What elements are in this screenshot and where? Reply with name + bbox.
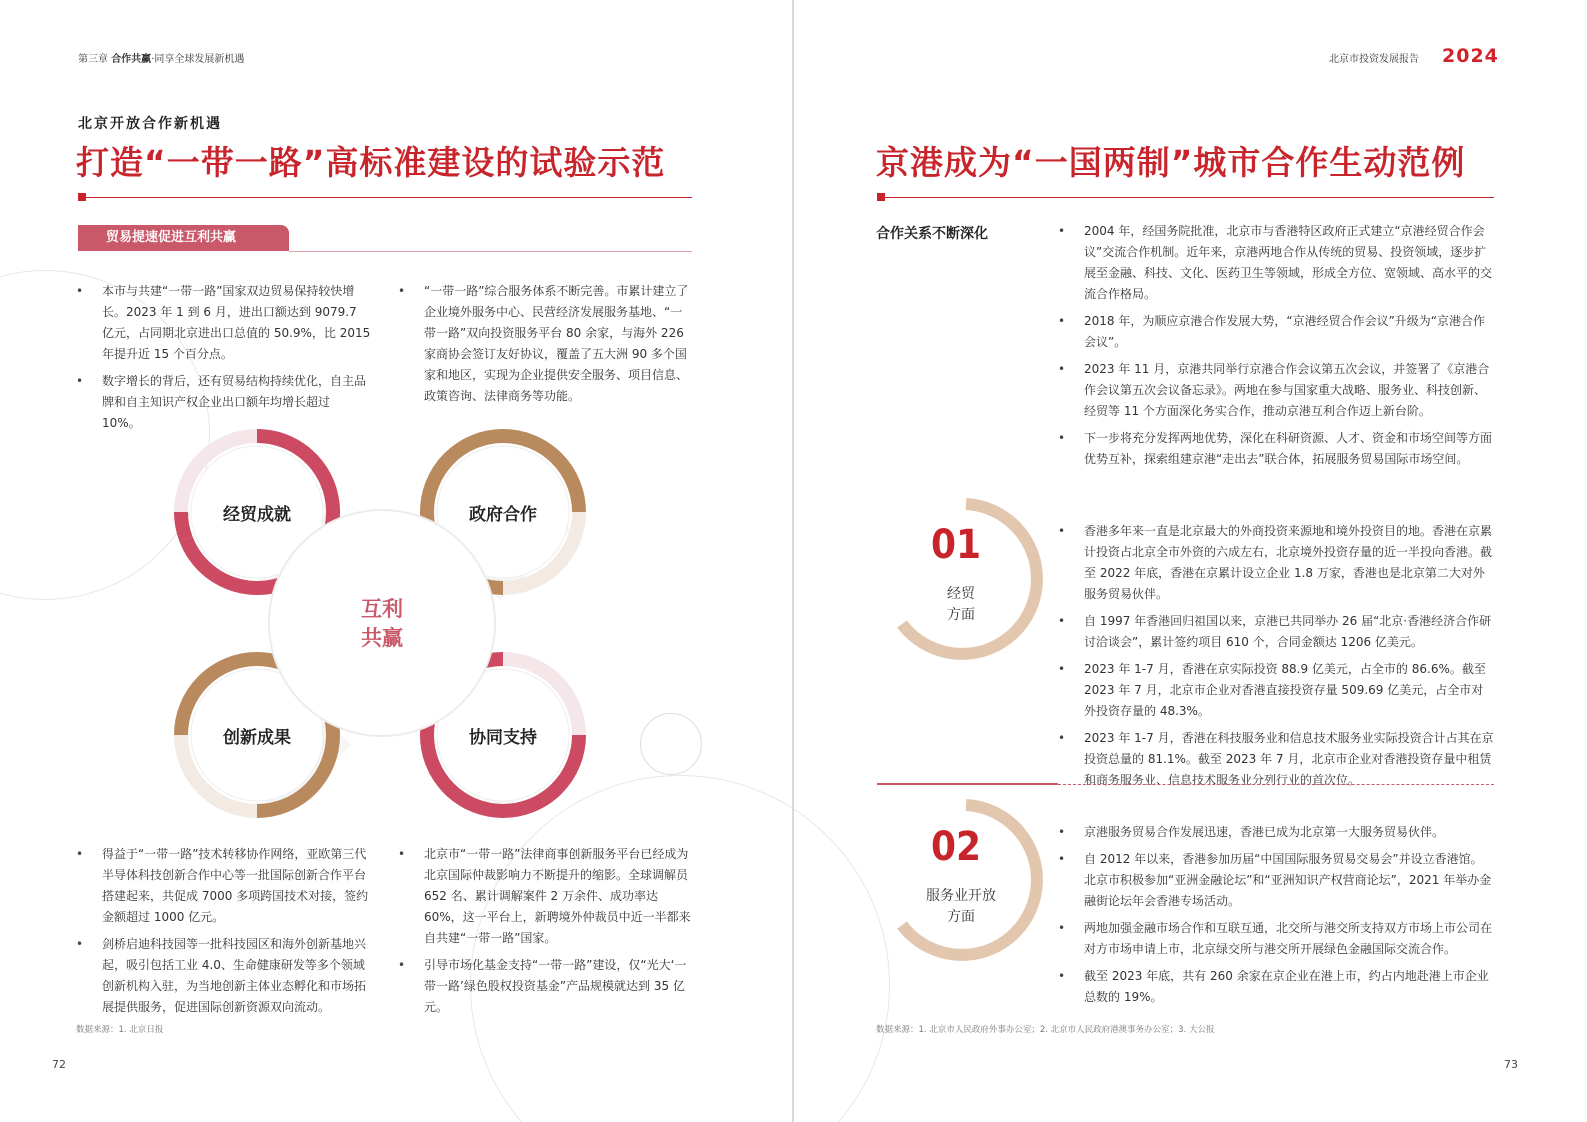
kicker: 北京开放合作新机遇 (78, 116, 222, 132)
bullet-item: • 2023 年 1-7 月，香港在科技服务业和信息技术服务业实际投资合计占其在京投资总量的 81.1%。截至 2023 年 7 月，北京市企业对香港投资存量中租赁和商务服务业、信息技术服务业分列行业的首次位。 (1058, 728, 1494, 791)
badge-02-label (891, 886, 1031, 928)
bullet-item: • 两地加强金融市场合作和互联互通，北交所与港交所支持双方市场上市公司在对方市场申请上市，北京绿交所与港交所开展绿色金融国际交流合作。 (1058, 918, 1494, 960)
bullet-list-col2-bottom (398, 844, 693, 1024)
separator-dashed (1058, 784, 1494, 785)
bullet-item: • 香港多年来一直是北京最大的外商投资来源地和境外投资目的地。香港在京累计投资占北京全市外资的六成左右，北京境外投资存量的近一半投向香港。截至 2022 年底，香港在京累计设立企业 1.8 万家，香港也是北京第二大对外服务贸易伙伴。 (1058, 521, 1494, 605)
diagram-center-label (320, 595, 444, 653)
badge-01-bullet-list (1058, 521, 1494, 797)
left-page (0, 0, 793, 1122)
badge-01-number: 01 (930, 522, 982, 568)
bullet-item: • “一带一路”综合服务体系不断完善。市累计建立了企业境外服务中心、民营经济发展服务基地、“一带一路”双向投资服务平台 80 余家，与海外 226 家商协会签订友好协议，覆盖了五大洲 90 多个国家和地区，实现为企业提供安全服务、项目信息、政策咨询、法律商务等功能。 (398, 281, 693, 407)
badge-02-label-line1: 服务业开放 (926, 888, 996, 904)
win-win-diagram (170, 415, 610, 835)
badge-02-ring (886, 795, 1046, 965)
bullet-item: • 得益于“一带一路”技术转移协作网络，亚欧第三代半导体科技创新合作中心等一批国际创新合作平台搭建起来，共促成 7000 多项跨国技术对接，签约金额超过 1000 亿元。 (76, 844, 371, 928)
page-title: 京港成为“一国两制”城市合作生动范例 (876, 143, 1466, 182)
badge-01-label-line1: 经贸 (947, 586, 975, 602)
center-line-1: 互利 (361, 597, 403, 621)
data-source-note: 数据来源：1. 北京市人民政府外事办公室；2. 北京市人民政府港澳事务办公室；3. 大公报 (876, 1025, 1215, 1035)
diagram-label-trade: 经贸成就 (223, 505, 291, 525)
section-rule (289, 251, 692, 252)
bullet-item: • 数字增长的背后，还有贸易结构持续优化，自主品牌和自主知识产权企业出口额年均增长超过 10%。 (76, 371, 371, 434)
page-number: 73 (1504, 1058, 1518, 1071)
title-rule (877, 197, 1494, 198)
running-head: 北京市投资发展报告 (1329, 54, 1419, 65)
right-page (794, 0, 1587, 1122)
intro-bullet-list (1058, 221, 1494, 476)
bullet-item: • 自 2012 年以来，香港参加历届“中国国际服务贸易交易会”并设立香港馆。北京市积极参加“亚洲金融论坛”和“亚洲知识产权营商论坛”，2021 年举办金融街论坛年会香港专场活动。 (1058, 849, 1494, 912)
title-rule-marker (78, 193, 86, 201)
badge-02-number: 02 (930, 824, 982, 870)
title-rule-marker (877, 193, 885, 201)
title-rule (78, 197, 692, 198)
bullet-item: • 北京市“一带一路”法律商事创新服务平台已经成为北京国际仲裁影响力不断提升的缩影。全球调解员 652 名、累计调解案件 2 万余件、成功率达 60%，这一平台上，新聘境外仲裁员中近一半都来自共建“一带一路”国家。 (398, 844, 693, 949)
data-source-note: 数据来源：1. 北京日报 (76, 1025, 164, 1035)
report-year: 2024 (1442, 45, 1499, 67)
bullet-item: • 下一步将充分发挥两地优势，深化在科研资源、人才、资金和市场空间等方面优势互补，探索组建京港“走出去”联合体，拓展服务贸易国际市场空间。 (1058, 428, 1494, 470)
diagram-label-support: 协同支持 (469, 728, 537, 748)
decorative-circle (640, 713, 702, 775)
bullet-item: • 本市与共建“一带一路”国家双边贸易保持较快增长。2023 年 1 到 6 月，进出口额达到 9079.7 亿元，占同期北京进出口总值的 50.9%，比 2015 年提升近 15 个百分点。 (76, 281, 371, 365)
bullet-list-col2-top (398, 281, 693, 413)
badge-02-bullet-list (1058, 822, 1494, 1014)
bullet-item: • 2023 年 1-7 月，香港在京实际投资 88.9 亿美元，占全市的 86.6%。截至 2023 年 7 月，北京市企业对香港直接投资存量 509.69 亿美元，占全市对外投资存量的 48.3%。 (1058, 659, 1494, 722)
bullet-list-col1-bottom (76, 844, 371, 1024)
bullet-item: • 自 1997 年香港回归祖国以来，京港已共同举办 26 届“北京·香港经济合作研讨洽谈会”，累计签约项目 610 个，合同金额达 1206 亿美元。 (1058, 611, 1494, 653)
badge-01-label (891, 584, 1031, 626)
ring-tl-arc (181, 512, 186, 539)
section-tag: 贸易提速促进互利共赢 (78, 225, 289, 251)
page-number: 72 (52, 1058, 66, 1071)
badge-02-label-line2: 方面 (947, 909, 975, 925)
bullet-item: • 2023 年 11 月，京港共同举行京港合作会议第五次会议，并签署了《京港合作会议第五次会议备忘录》。两地在参与国家重大战略、服务业、科技创新、经贸等 11 个方面深化务实合作，推动京港互利合作迈上新台阶。 (1058, 359, 1494, 422)
badge-01-ring (886, 494, 1046, 664)
bullet-item: • 引导市场化基金支持“一带一路”建设，仅“光大‘一带一路’绿色股权投资基金”产品规模就达到 35 亿元。 (398, 955, 693, 1018)
bullet-item: • 2004 年，经国务院批准，北京市与香港特区政府正式建立“京港经贸合作会议”交流合作机制。近年来，京港两地合作从传统的贸易、投资领域，逐步扩展至金融、科技、文化、医药卫生等领域，形成全方位、宽领域、高水平的交流合作格局。 (1058, 221, 1494, 305)
center-line-2: 共赢 (361, 626, 403, 650)
diagram-label-government: 政府合作 (469, 505, 537, 525)
running-head: 第三章 合作共赢·同享全球发展新机遇 (78, 54, 245, 65)
subheading: 合作关系不断深化 (876, 226, 988, 242)
bullet-item: • 剑桥启迪科技园等一批科技园区和海外创新基地兴起，吸引包括工业 4.0、生命健康研发等多个领域创新机构入驻，为当地创新主体业态孵化和市场拓展提供服务，促进国际创新资源双向流动。 (76, 934, 371, 1018)
diagram-label-innovation: 创新成果 (223, 728, 291, 748)
bullet-item: • 京港服务贸易合作发展迅速，香港已成为北京第一大服务贸易伙伴。 (1058, 822, 1494, 843)
bullet-item: • 截至 2023 年底，共有 260 余家在京企业在港上市，约占内地赴港上市企业总数的 19%。 (1058, 966, 1494, 1008)
separator-solid (877, 783, 1058, 785)
badge-01-label-line2: 方面 (947, 607, 975, 623)
bullet-item: • 2018 年，为顺应京港合作发展大势，“京港经贸合作会议”升级为“京港合作会议”。 (1058, 311, 1494, 353)
page-title: 打造“一带一路”高标准建设的试验示范 (76, 143, 666, 182)
